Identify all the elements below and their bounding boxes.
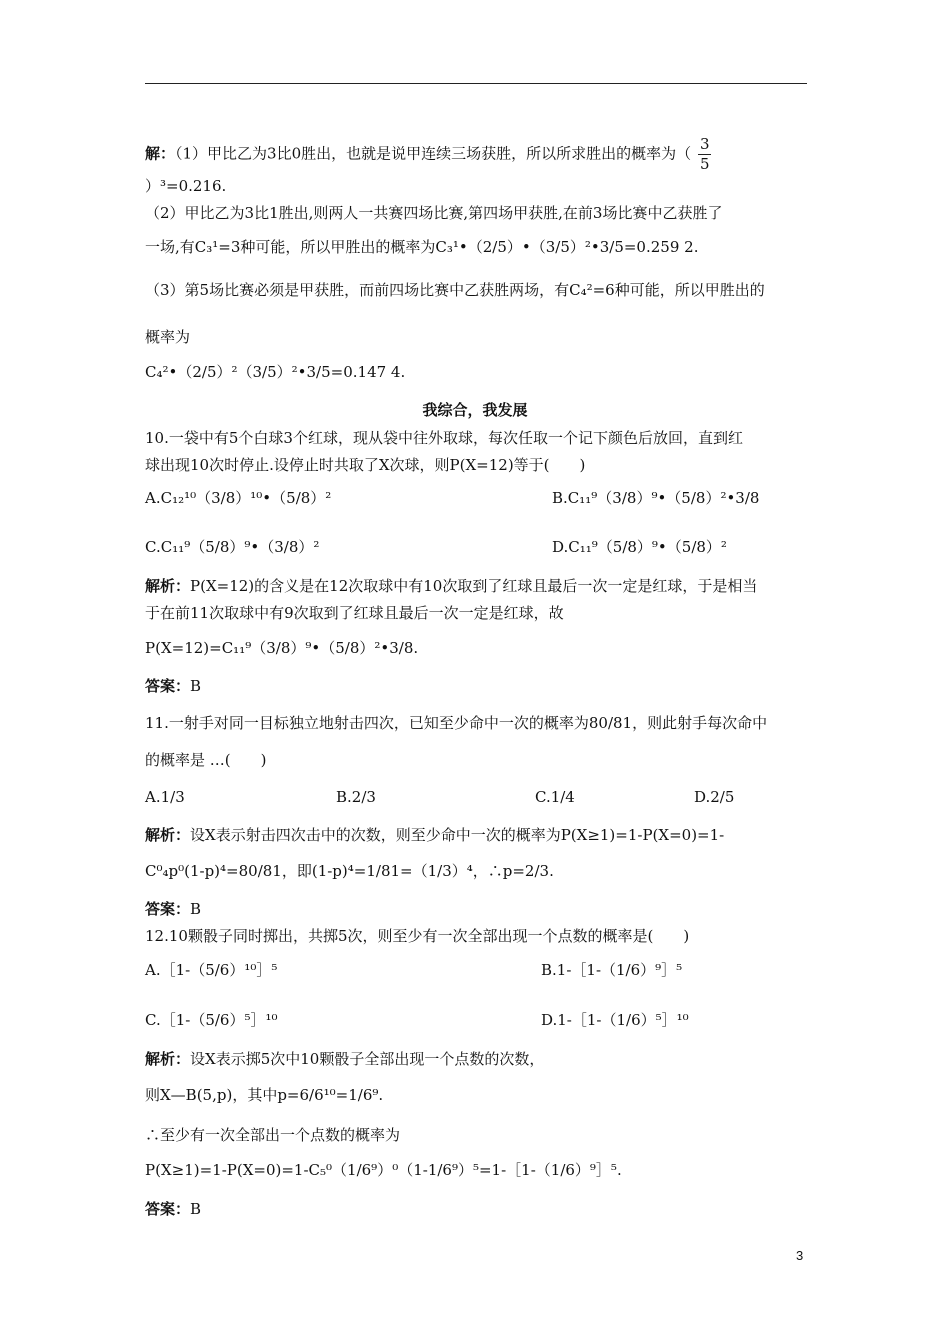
q11-option-c: C.1/4	[535, 788, 575, 806]
header-rule	[145, 83, 807, 84]
q11-answer: 答案：B	[145, 900, 202, 918]
q12-option-b: B.1-［1-（1/6）⁹］⁵	[541, 961, 683, 979]
q11-analysis-line1: 解析：设X表示射击四次击中的次数，则至少命中一次的概率为P(X≥1)=1-P(X=0)=1-	[145, 826, 725, 844]
q10-option-b: B.C₁₁⁹（3/8）⁹•（5/8）²•3/8	[552, 489, 760, 507]
q11-stem-line2: 的概率是 …( )	[145, 751, 267, 769]
q11-option-d: D.2/5	[694, 788, 735, 806]
q9-solution-line7: C₄²•（2/5）²（3/5）²•3/5=0.147 4.	[145, 363, 406, 381]
q12-option-c: C.［1-（5/6）⁵］¹⁰	[145, 1011, 278, 1029]
q11-stem-line1: 11.一射手对同一目标独立地射击四次，已知至少命中一次的概率为80/81，则此射手每次命中	[145, 714, 768, 732]
q11-option-a: A.1/3	[145, 788, 185, 806]
q10-option-d: D.C₁₁⁹（5/8）⁹•（5/8）²	[552, 538, 727, 556]
q11-option-b: B.2/3	[336, 788, 376, 806]
q9-solution-line3: （2）甲比乙为3比1胜出,则两人一共赛四场比赛,第四场甲获胜,在前3场比赛中乙获胜了	[145, 204, 723, 222]
q10-option-a: A.C₁₂¹⁰（3/8）¹⁰•（5/8）²	[145, 489, 332, 507]
q12-analysis-line3: ∴至少有一次全部出一个点数的概率为	[145, 1126, 401, 1144]
q12-analysis-line2: 则X—B(5,p)，其中p=6/6¹⁰=1/6⁹.	[145, 1086, 384, 1104]
section-title: 我综合，我发展	[422, 401, 528, 419]
fraction: $\frac{3}{5}$	[699, 135, 710, 173]
q11-analysis-line2: C⁰₄p⁰(1-p)⁴=80/81，即(1-p)⁴=1/81=（1/3）⁴，∴p=2/3.	[145, 862, 554, 880]
q9-solution-line4: 一场,有C₃¹=3种可能，所以甲胜出的概率为C₃¹•（2/5）•（3/5）²•3/5=0.259 2.	[145, 238, 699, 256]
q10-analysis-line1: 解析：P(X=12)的含义是在12次取球中有10次取到了红球且最后一次一定是红球，于是相当	[145, 577, 758, 595]
q10-analysis-line2: 于在前11次取球中有9次取到了红球且最后一次一定是红球，故	[145, 604, 564, 622]
q9-solution-line5: （3）第5场比赛必须是甲获胜，而前四场比赛中乙获胜两场，有C₄²=6种可能，所以甲胜出的	[145, 281, 765, 299]
q9-solution-line1: 解：（1）甲比乙为3比0胜出，也就是说甲连续三场获胜，所以所求胜出的概率为（ $\frac{3}{5}$	[145, 135, 710, 173]
q10-answer: 答案：B	[145, 677, 202, 695]
q10-analysis-line3: P(X=12)=C₁₁⁹（3/8）⁹•（5/8）²•3/8.	[145, 639, 419, 657]
q10-stem-line1: 10.一袋中有5个白球3个红球，现从袋中往外取球，每次任取一个记下颜色后放回，直到红	[145, 429, 743, 447]
q12-option-d: D.1-［1-（1/6）⁵］¹⁰	[541, 1011, 689, 1029]
q12-answer: 答案：B	[145, 1200, 202, 1218]
q12-option-a: A.［1-（5/6）¹⁰］⁵	[145, 961, 278, 979]
q10-stem-line2: 球出现10次时停止.设停止时共取了X次球，则P(X=12)等于( )	[145, 456, 586, 474]
q9-solution-line6: 概率为	[145, 328, 191, 346]
q12-analysis-line1: 解析：设X表示掷5次中10颗骰子全部出现一个点数的次数，	[145, 1050, 545, 1068]
q10-option-c: C.C₁₁⁹（5/8）⁹•（3/8）²	[145, 538, 320, 556]
q9-solution-line2: ）³=0.216.	[145, 177, 227, 195]
page-number: 3	[796, 1248, 804, 1263]
q12-analysis-line4: P(X≥1)=1-P(X=0)=1-C₅⁰（1/6⁹）⁰（1-1/6⁹）⁵=1-［1-（1/6）⁹］⁵.	[145, 1161, 622, 1179]
q12-stem: 12.10颗骰子同时掷出，共掷5次，则至少有一次全部出现一个点数的概率是( )	[145, 927, 690, 945]
